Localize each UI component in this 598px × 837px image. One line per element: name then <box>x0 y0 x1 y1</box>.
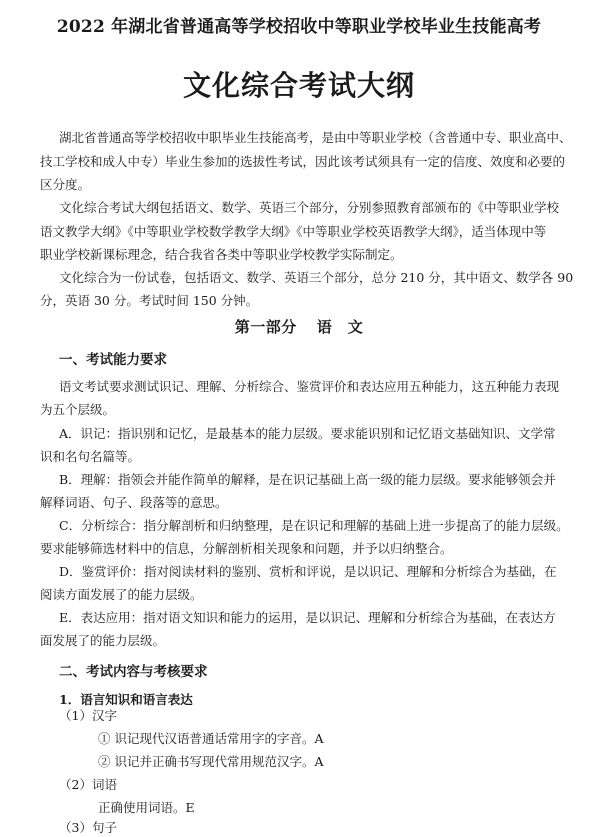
level-c-line1: C．分析综合：指分解剖析和归纳整理，是在识记和理解的基础上进一步提高了的能力层级。 <box>59 518 569 533</box>
exam-title: 2022 年湖北省普通高等学校招收中等职业学校毕业生技能高考 <box>56 17 542 37</box>
intro-p1-line2: 技工学校和成人中专）毕业生参加的选拔性考试，因此该考试须具有一定的信度、效度和必要的 <box>40 154 566 169</box>
section1-p-line1: 语文考试要求测试识记、理解、分析综合、鉴赏评价和表达应用五种能力，这五种能力表现 <box>59 379 560 394</box>
intro-p3-line2: 分，英语 30 分。考试时间 150 分钟。 <box>40 293 259 308</box>
level-e-line1: E．表达应用：指对语文知识和能力的运用，是以识记、理解和分析综合为基础，在表达方 <box>59 610 556 625</box>
item-juzi: （3）句子 <box>59 820 117 835</box>
item-hanzi: （1）汉字 <box>59 708 117 723</box>
intro-p3-line1: 文化综合为一份试卷，包括语文、数学、英语三个部分，总分 210 分，其中语文、数学各 90 <box>59 270 574 285</box>
subsection1-number: 1． <box>59 692 81 707</box>
part-subject: 语 文 <box>316 318 364 336</box>
level-d-line1: D．鉴赏评价：指对阅读材料的鉴别、赏析和评说，是以识记、理解和分析综合为基础，在 <box>59 564 557 579</box>
item-ciyu: （2）词语 <box>59 777 117 792</box>
part-label: 第一部分 <box>234 318 297 336</box>
level-b-line1: B．理解：指领会并能作简单的解释，是在识记基础上高一级的能力层级。要求能够领会并 <box>59 472 556 487</box>
section1-p-line2: 为五个层级。 <box>40 402 116 417</box>
level-c-line2: 要求能够筛选材料中的信息，分解剖析相关现象和问题，并予以归纳整合。 <box>40 541 453 556</box>
item-hanzi-b: ② 识记并正确书写现代常用规范汉字。A <box>98 754 324 769</box>
level-d-line2: 阅读方面发展了的能力层级。 <box>40 587 203 602</box>
item-ciyu-a: 正确使用词语。E <box>98 800 195 815</box>
document-title: 文化综合考试大纲 <box>182 69 415 102</box>
subsection1-title: 语言知识和语言表达 <box>80 692 193 707</box>
subsection1-heading <box>59 690 193 708</box>
section2-heading: 二、考试内容与考核要求 <box>59 664 208 680</box>
intro-p2-line1: 文化综合考试大纲包括语文、数学、英语三个部分，分别参照教育部颁布的《中等职业学校 <box>59 200 560 215</box>
level-b-line2: 解释词语、句子、段落等的意思。 <box>40 495 228 510</box>
section1-heading: 一、考试能力要求 <box>59 352 167 368</box>
level-a-line2: 识和名句名篇等。 <box>40 449 141 464</box>
intro-p2-line2: 语文教学大纲》《中等职业学校数学教学大纲》《中等职业学校英语教学大纲》，适当体现中等 <box>40 224 547 239</box>
level-e-line2: 面发展了的能力层级。 <box>40 633 166 648</box>
part-heading <box>0 316 598 337</box>
level-a-line1: A．识记：指识别和记忆，是最基本的能力层级。要求能识别和记忆语文基础知识、文学常 <box>59 426 556 441</box>
intro-p1-line1: 湖北省普通高等学校招收中职毕业生技能高考，是由中等职业学校（含普通中专、职业高中、 <box>59 130 572 145</box>
item-hanzi-a: ① 识记现代汉语普通话常用字的字音。A <box>98 731 324 746</box>
intro-p1-line3: 区分度。 <box>40 177 91 192</box>
intro-p2-line3: 职业学校新课标理念，结合我省各类中等职业学校教学实际制定。 <box>40 247 403 262</box>
